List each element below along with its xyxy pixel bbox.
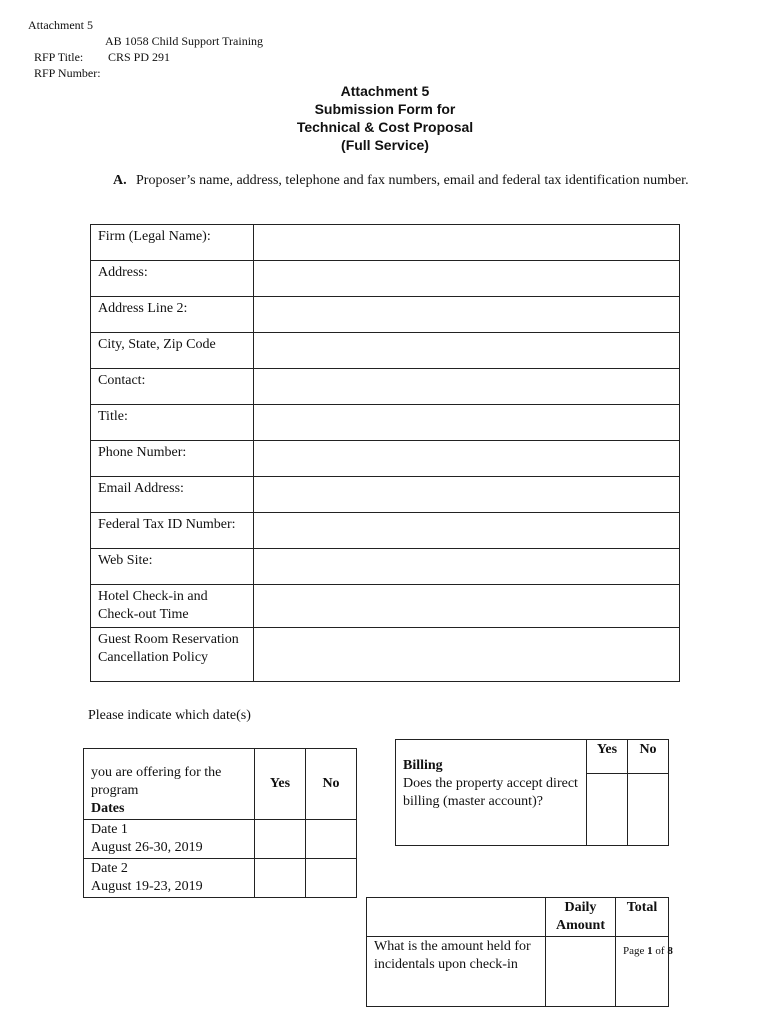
- table-row: [91, 441, 680, 477]
- field-label-web-site: Web Site:: [91, 549, 254, 585]
- table-row: [91, 549, 680, 585]
- billing-yes-cell[interactable]: [587, 774, 628, 846]
- field-value-hotel-check-in[interactable]: [254, 585, 680, 628]
- field-label-firm: Firm (Legal Name):: [91, 225, 254, 261]
- field-value-web-site[interactable]: [254, 549, 680, 585]
- document-title: [0, 82, 770, 154]
- table-row: [91, 333, 680, 369]
- field-value-contact[interactable]: [254, 369, 680, 405]
- date-1-cell: [84, 820, 255, 859]
- field-label-contact: Contact:: [91, 369, 254, 405]
- table-row: [91, 225, 680, 261]
- date-2-cell: [84, 859, 255, 898]
- page-current: 1: [647, 945, 653, 957]
- table-row: [91, 628, 680, 682]
- incidentals-question: What is the amount held for incidentals upon check-in: [367, 937, 546, 1007]
- table-row: [91, 405, 680, 441]
- field-label-hotel-check-in: Hotel Check-in and Check-out Time: [91, 585, 254, 628]
- table-row: [91, 477, 680, 513]
- field-label-email: Email Address:: [91, 477, 254, 513]
- dates-table: [83, 748, 357, 898]
- field-value-firm[interactable]: [254, 225, 680, 261]
- page-prefix: Page: [623, 945, 648, 957]
- field-label-cancellation-policy: Guest Room Reservation Cancellation Policy: [91, 628, 254, 682]
- dates-header-cell: [84, 749, 255, 820]
- field-label-address-line-2: Address Line 2:: [91, 297, 254, 333]
- incidentals-blank-header: [367, 898, 546, 937]
- rfp-number-value: CRS PD 291: [108, 50, 171, 64]
- billing-question-cell: [396, 740, 587, 846]
- field-value-phone[interactable]: [254, 441, 680, 477]
- billing-question: Does the property accept direct billing (master account)?: [403, 776, 578, 809]
- dates-header-bold: Dates: [91, 801, 125, 816]
- proposer-info-table: [90, 224, 680, 682]
- billing-table: [395, 739, 669, 846]
- table-row: [396, 740, 669, 774]
- dates-yes-header: Yes: [255, 749, 306, 820]
- field-value-title[interactable]: [254, 405, 680, 441]
- field-value-address[interactable]: [254, 261, 680, 297]
- dates-no-header: No: [306, 749, 357, 820]
- table-row: [84, 820, 357, 859]
- field-label-title: Title:: [91, 405, 254, 441]
- rfp-number-label: RFP Number:: [34, 66, 101, 80]
- field-value-cancellation-policy[interactable]: [254, 628, 680, 682]
- field-label-city-state-zip: City, State, Zip Code: [91, 333, 254, 369]
- page-of: of: [652, 945, 668, 957]
- billing-yes-header: Yes: [587, 740, 628, 774]
- date-2-yes-cell[interactable]: [255, 859, 306, 898]
- field-value-address-line-2[interactable]: [254, 297, 680, 333]
- table-row: [91, 369, 680, 405]
- table-row: [84, 749, 357, 820]
- field-value-email[interactable]: [254, 477, 680, 513]
- field-label-address: Address:: [91, 261, 254, 297]
- date-1-yes-cell[interactable]: [255, 820, 306, 859]
- table-row: [91, 297, 680, 333]
- date-2-name: Date 2: [91, 861, 128, 876]
- rfp-title-value: AB 1058 Child Support Training: [105, 34, 264, 48]
- billing-no-header: No: [628, 740, 669, 774]
- field-label-federal-tax-id: Federal Tax ID Number:: [91, 513, 254, 549]
- field-value-city-state-zip[interactable]: [254, 333, 680, 369]
- rfp-title-label: RFP Title:: [34, 50, 84, 64]
- date-1-no-cell[interactable]: [306, 820, 357, 859]
- title-line-1: Attachment 5: [340, 83, 430, 99]
- section-a-text: Proposer’s name, address, telephone and fax numbers, email and federal tax identification number.: [136, 173, 689, 188]
- billing-no-cell[interactable]: [628, 774, 669, 846]
- dates-prompt: Please indicate which date(s): [88, 708, 251, 723]
- table-row: [91, 513, 680, 549]
- total-header: Total: [616, 898, 669, 937]
- daily-amount-cell[interactable]: [546, 937, 616, 1007]
- title-line-4: (Full Service): [341, 137, 429, 153]
- daily-amount-header: Daily Amount: [546, 898, 616, 937]
- table-row: [91, 261, 680, 297]
- date-1-name: Date 1: [91, 822, 128, 837]
- field-value-federal-tax-id[interactable]: [254, 513, 680, 549]
- section-a-letter: A.: [113, 173, 127, 188]
- date-2-no-cell[interactable]: [306, 859, 357, 898]
- attachment-label: Attachment 5: [28, 18, 93, 32]
- page-total: 8: [667, 945, 673, 957]
- title-line-2: Submission Form for: [314, 101, 456, 117]
- date-2-range: August 19-23, 2019: [91, 879, 203, 894]
- field-label-phone: Phone Number:: [91, 441, 254, 477]
- title-line-3: Technical & Cost Proposal: [296, 119, 474, 135]
- date-1-range: August 26-30, 2019: [91, 840, 203, 855]
- page-number: [623, 945, 673, 957]
- table-row: [91, 585, 680, 628]
- billing-heading: Billing: [403, 758, 443, 773]
- table-row: [84, 859, 357, 898]
- table-row: [367, 898, 669, 937]
- dates-header-text: you are offering for the program: [91, 765, 222, 798]
